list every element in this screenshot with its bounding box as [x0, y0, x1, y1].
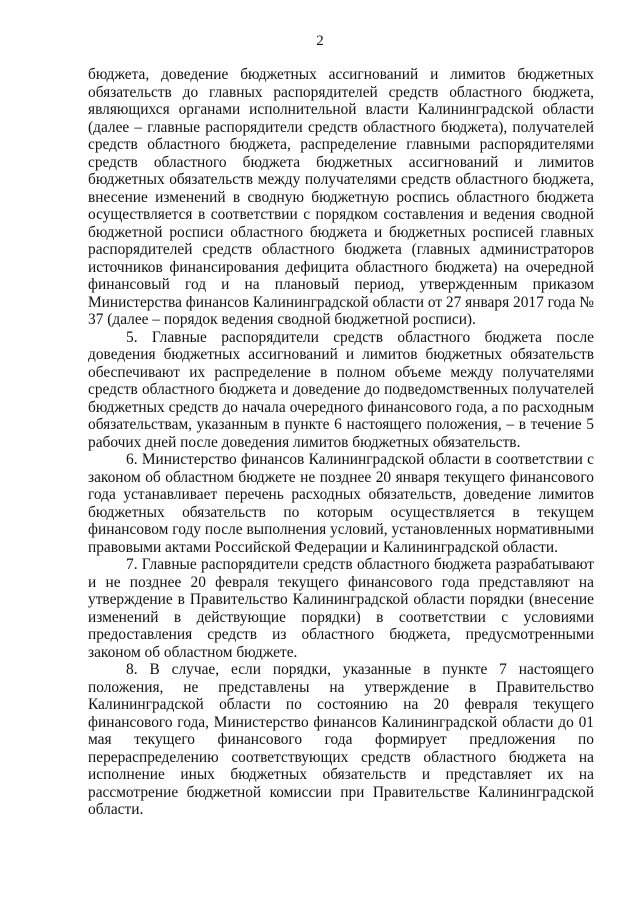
document-body [88, 66, 594, 819]
paragraph-continuation: бюджета, доведение бюджетных ассигнований и лимитов бюджетных обязательств до главных распорядителей средств областного бюджета, являющихся органами исполнительной власти Калининградской области (далее – главные распорядители средств областного бюджета), получателей средств областного бюджета, распределение главными распорядителями средств областного бюджета бюджетных ассигнований и лимитов бюджетных обязательств между получателями средств областного бюджета, внесение изменений в сводную бюджетную роспись областного бюджета осуществляется в соответствии с порядком составления и ведения сводной бюджетной росписи областного бюджета и бюджетных росписей главных распорядителей средств областного бюджета (главных администраторов источников финансирования дефицита областного бюджета) на очередной финансовый год и на плановый период, утвержденным приказом Министерства финансов Калининградской области от 27 января 2017 года № 37 (далее – порядок ведения сводной бюджетной росписи). [88, 66, 594, 328]
page-number: 2 [316, 33, 324, 49]
paragraph-item-6: 6. Министерство финансов Калининградской области в соответствии с законом об областном бюджете не позднее 20 января текущего финансового года устанавливает перечень расходных обязательств, доведение лимитов бюджетных обязательств по которым осуществляется в текущем финансовом году после выполнения условий, установленных нормативными правовыми актами Российской Федерации и Калининградской области. [88, 451, 594, 556]
paragraph-item-8: 8. В случае, если порядки, указанные в пункте 7 настоящего положения, не представлены на утверждение в Правительство Калининградской области по состоянию на 20 февраля текущего финансового года, Министерство финансов Калининградской области до 01 мая текущего финансового года формирует предложения по перераспределению соответствующих средств областного бюджета на исполнение иных бюджетных обязательств и представляет их на рассмотрение бюджетной комиссии при Правительстве Калининградской области. [88, 661, 594, 818]
paragraph-item-5: 5. Главные распорядители средств областного бюджета после доведения бюджетных ассигнований и лимитов бюджетных обязательств обеспечивают их распределение в полном объеме между получателями средств областного бюджета и доведение до подведомственных получателей бюджетных средств до начала очередного финансового года, а по расходным обязательствам, указанным в пункте 6 настоящего положения, – в течение 5 рабочих дней после доведения лимитов бюджетных обязательств. [88, 328, 594, 451]
paragraph-item-7: 7. Главные распорядители средств областного бюджета разрабатывают и не позднее 20 февраля текущего финансового года представляют на утверждение в Правительство Калининградской области порядки (внесение изменений в действующие порядки) в соответствии с условиями предоставления средств из областного бюджета, предусмотренными законом об областном бюджете. [88, 556, 594, 661]
